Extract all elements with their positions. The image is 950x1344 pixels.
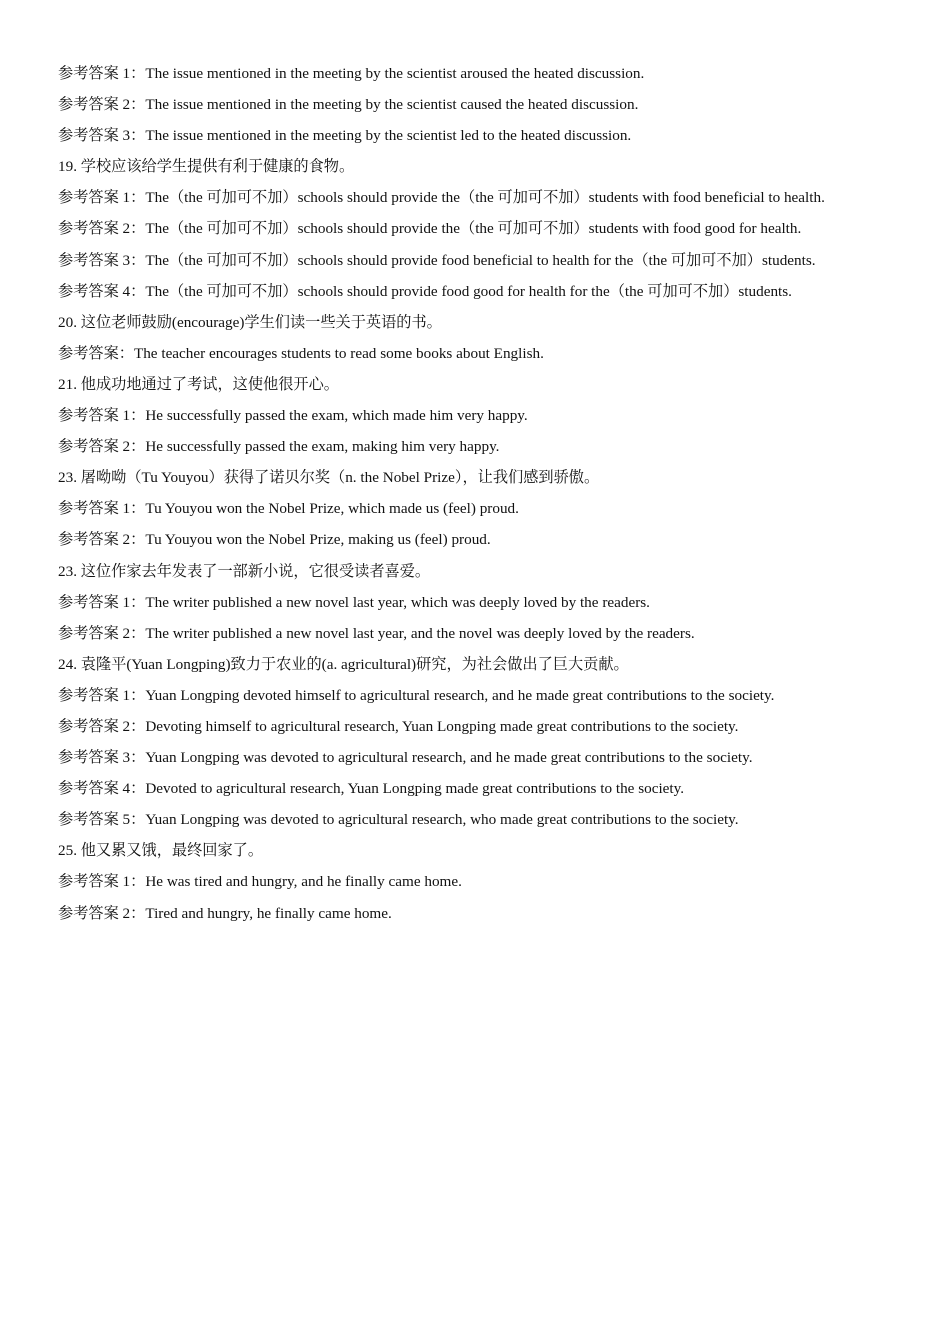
answer-line: 参考答案 1：Tu Youyou won the Nobel Prize, which made us (feel) proud. — [58, 500, 519, 518]
answer-line: 参考答案 5：Yuan Longping was devoted to agricultural research, who made great contributions to the society. — [58, 811, 739, 829]
answer-line: 参考答案 4：Devoted to agricultural research, Yuan Longping made great contributions to the society. — [58, 780, 685, 798]
question-line: 21. 他成功地通过了考试，这使他很开心。 — [58, 375, 339, 393]
answer-line: 参考答案 1：He successfully passed the exam, which made him very happy. — [58, 407, 528, 425]
question-line: 20. 这位老师鼓励(encourage)学生们读一些关于英语的书。 — [58, 313, 442, 331]
answer-line: 参考答案 1：Yuan Longping devoted himself to agricultural research, and he made great contributions to the society. — [58, 686, 775, 704]
question-line: 24. 袁隆平(Yuan Longping)致力于农业的(a. agricultural)研究，为社会做出了巨大贡献。 — [58, 655, 629, 673]
answer-line: 参考答案 1：The（the 可加可不加）schools should provide the（the 可加可不加）students with food beneficial to health. — [58, 189, 825, 207]
answer-line: 参考答案 3：The issue mentioned in the meeting by the scientist led to the heated discussion. — [58, 127, 632, 145]
question-line: 25. 他又累又饿，最终回家了。 — [58, 842, 264, 860]
answer-line: 参考答案 3：Yuan Longping was devoted to agricultural research, and he made great contributions to the society. — [58, 749, 753, 767]
answer-line: 参考答案 4：The（the 可加可不加）schools should provide food good for health for the（the 可加可不加）students. — [58, 282, 792, 300]
answer-line: 参考答案 1：The writer published a new novel last year, which was deeply loved by the readers. — [58, 593, 650, 611]
answer-line: 参考答案 1：He was tired and hungry, and he finally came home. — [58, 873, 462, 891]
answer-line: 参考答案 2：Devoting himself to agricultural research, Yuan Longping made great contributions to the society. — [58, 717, 739, 735]
answer-line: 参考答案 2：The（the 可加可不加）schools should provide the（the 可加可不加）students with food good for health. — [58, 220, 802, 238]
answer-line: 参考答案 3：The（the 可加可不加）schools should provide food beneficial to health for the（the 可加可不加）students. — [58, 251, 816, 269]
answer-line: 参考答案 2：Tired and hungry, he finally came home. — [58, 904, 392, 922]
answer-line: 参考答案 2：The writer published a new novel last year, and the novel was deeply loved by the readers. — [58, 624, 695, 642]
question-line: 23. 屠呦呦（Tu Youyou）获得了诺贝尔奖（n. the Nobel Prize），让我们感到骄傲。 — [58, 469, 600, 487]
answer-line: 参考答案：The teacher encourages students to read some books about English. — [58, 344, 544, 362]
answer-line: 参考答案 2：Tu Youyou won the Nobel Prize, making us (feel) proud. — [58, 531, 491, 549]
question-line: 23. 这位作家去年发表了一部新小说，它很受读者喜爱。 — [58, 562, 431, 580]
answer-line: 参考答案 1：The issue mentioned in the meeting by the scientist aroused the heated discussion. — [58, 65, 645, 82]
question-line: 19. 学校应该给学生提供有利于健康的食物。 — [58, 158, 355, 176]
document-page — [58, 58, 908, 929]
answer-line: 参考答案 2：He successfully passed the exam, making him very happy. — [58, 438, 500, 456]
answer-line: 参考答案 2：The issue mentioned in the meeting by the scientist caused the heated discussion. — [58, 96, 639, 114]
